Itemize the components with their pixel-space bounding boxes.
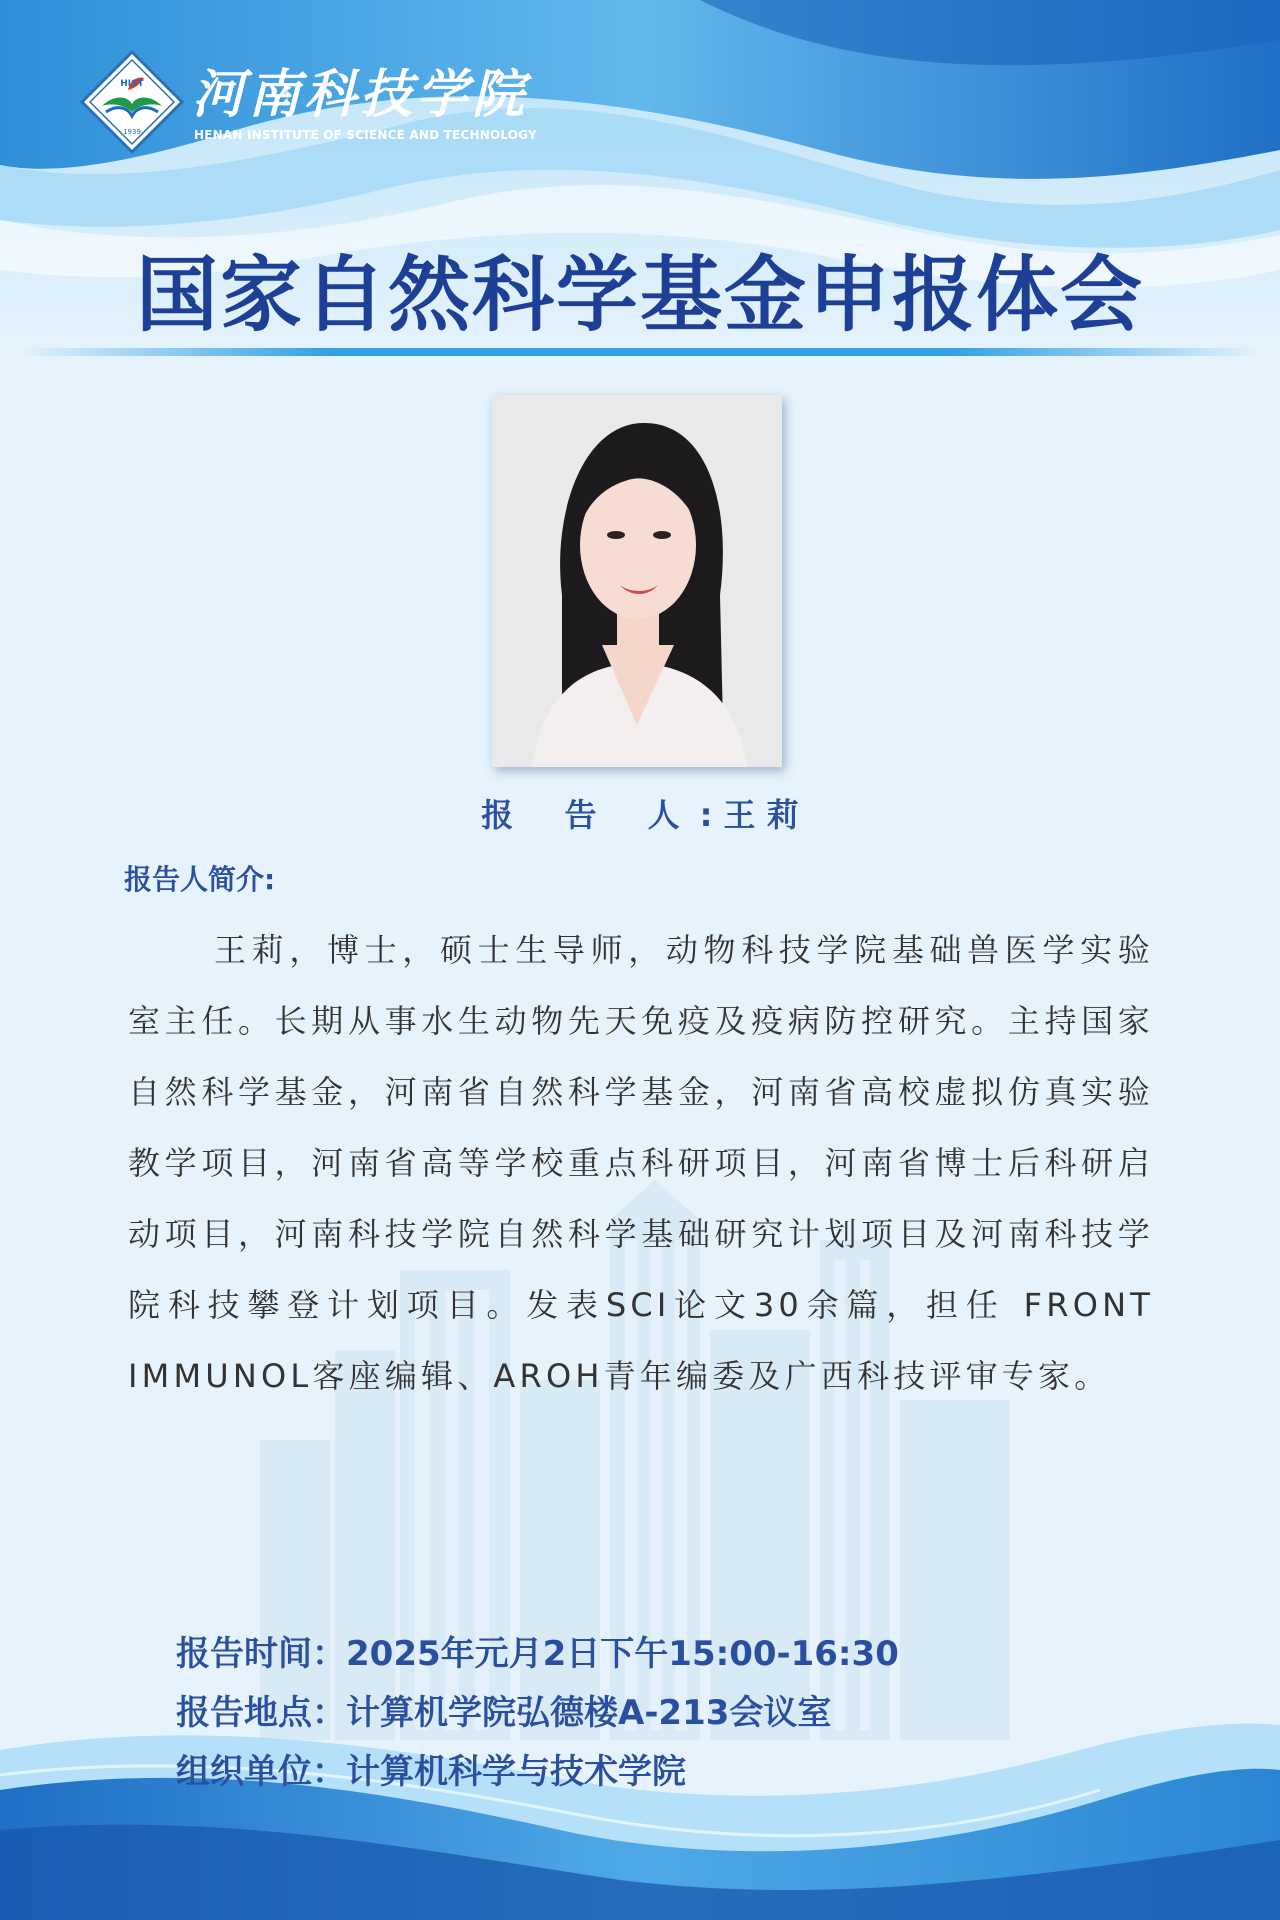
speaker-label: 报 告 人 — [481, 796, 700, 834]
speaker-name: 王 莉 — [723, 796, 799, 834]
event-location-value: 计算机学院弘德楼A-213会议室 — [346, 1693, 832, 1733]
event-time-value: 2025年元月2日下午15:00-16:30 — [346, 1634, 899, 1674]
portrait-illustration — [492, 395, 782, 767]
school-name-cn: 河南科技学院 — [192, 64, 529, 125]
school-name-en: HENAN INSTITUTE OF SCIENCE AND TECHNOLOGY — [194, 128, 537, 142]
event-time-row — [176, 1625, 899, 1684]
speaker-bio: 王莉，博士，硕士生导师，动物科技学院基础兽医学实验室主任。长期从事水生动物先天免疫及疫病防控研究。主持国家自然科学基金，河南省自然科学基金，河南省高校虚拟仿真实验教学项目，河南省高等学校重点科研项目，河南省博士后科研启动项目，河南科技学院自然科学基础研究计划项目及河南科技学院科技攀登计划项目。发表SCI论文30余篇，担任 FRONT IMMUNOL客座编辑、AROH青年编委及广西科技评审专家。 — [128, 931, 1154, 1395]
intro-heading: 报告人简介: — [124, 863, 276, 896]
event-location-label: 报告地点： — [176, 1693, 346, 1733]
event-time-label: 报告时间： — [176, 1634, 346, 1674]
logo-badge-year: 1939 — [123, 128, 141, 136]
event-info — [176, 1625, 899, 1802]
page-title: 国家自然科学基金申报体会 — [135, 248, 1144, 343]
event-organizer-row — [176, 1743, 899, 1802]
speaker-portrait-photo — [492, 395, 782, 767]
school-logo — [80, 50, 537, 160]
open-book-leaf-logo-icon — [80, 50, 184, 154]
event-location-row — [176, 1684, 899, 1743]
speaker-separator: : — [699, 796, 713, 834]
speaker-line — [0, 790, 1280, 836]
event-organizer-label: 组织单位： — [176, 1752, 346, 1792]
event-organizer-value: 计算机科学与技术学院 — [346, 1752, 686, 1792]
title-divider — [20, 348, 1260, 356]
logo-badge-text: HIST — [120, 79, 144, 89]
